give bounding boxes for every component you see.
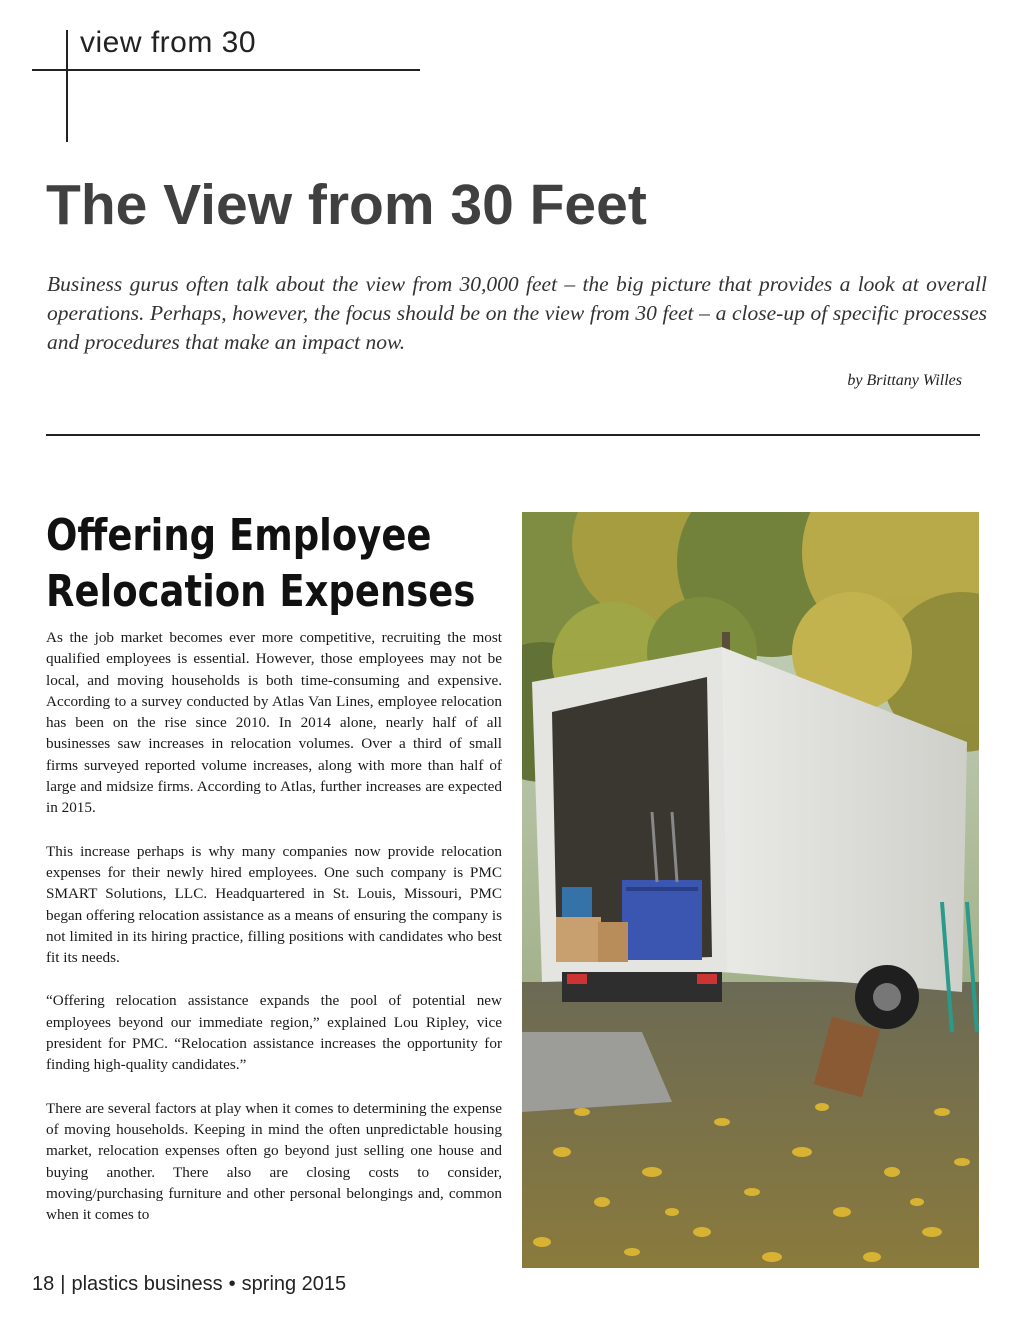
body-paragraph-2: This increase perhaps is why many companies now provide relocation expenses for their newly hired employees. One such company is PMC SMART Solutions, LLC. Headquartered in St. Louis, Missouri, PMC began offering relocation assistance as a means of ensuring the company is not limited in its hiring practice, filling positions with candidates who best fit its needs.	[46, 842, 502, 967]
footer-bullet: •	[228, 1273, 236, 1295]
body-paragraph-3: “Offering relocation assistance expands the pool of potential new employees beyond our immediate region,” explained Lou Ripley, vice president for PMC. “Relocation assistance increases the opportunity for finding high-quality candidates.”	[46, 992, 502, 1074]
moving-truck-photo	[522, 512, 979, 1268]
body-paragraph-1: As the job market becomes ever more competitive, recruiting the most qualified employees is essential. However, those employees may not be local, and moving households is both time-consuming and expensive. According to a survey conducted by Atlas Van Lines, employee relocation has been on the rise since 2010. In 2014 alone, nearly half of all businesses saw increases in relocation volumes. Over a third of small firms surveyed reported volume increases, along with more than half of large and midsize firms. According to Atlas, further increases are expected in 2015.	[46, 629, 502, 817]
body-paragraph-4: There are several factors at play when it comes to determining the expense of moving households. Keeping in mind the often unpredictable housing market, relocation expenses often go beyond just selling one house and buying another. There also are closing costs to consider, moving/purchasing furniture and other personal belongings and, common when it comes to	[46, 1099, 502, 1224]
article-title	[46, 508, 476, 620]
article-title-line-2: Relocation Expenses	[46, 566, 476, 617]
page-number: 18	[32, 1273, 55, 1295]
issue-date: spring 2015	[241, 1273, 347, 1295]
header-divider	[46, 434, 980, 436]
page-headline: The View from 30 Feet	[46, 173, 647, 237]
footer-separator: |	[60, 1273, 66, 1295]
byline: by Brittany Willes	[847, 372, 962, 389]
publication-name: plastics business	[71, 1273, 223, 1295]
article-title-line-1: Offering Employee	[46, 510, 432, 561]
section-tag-vertical-line	[66, 30, 68, 142]
section-tag-horizontal-line	[32, 69, 420, 71]
deck-text: Business gurus often talk about the view from 30,000 feet – the big picture that provides a look at overall operations. Perhaps, however, the focus should be on the view from 30 feet – a close-up of specific processes and procedures that make an impact now.	[47, 272, 987, 354]
article-body	[46, 627, 502, 1267]
page-footer	[32, 1273, 346, 1296]
section-tag: view from 30	[80, 26, 257, 59]
